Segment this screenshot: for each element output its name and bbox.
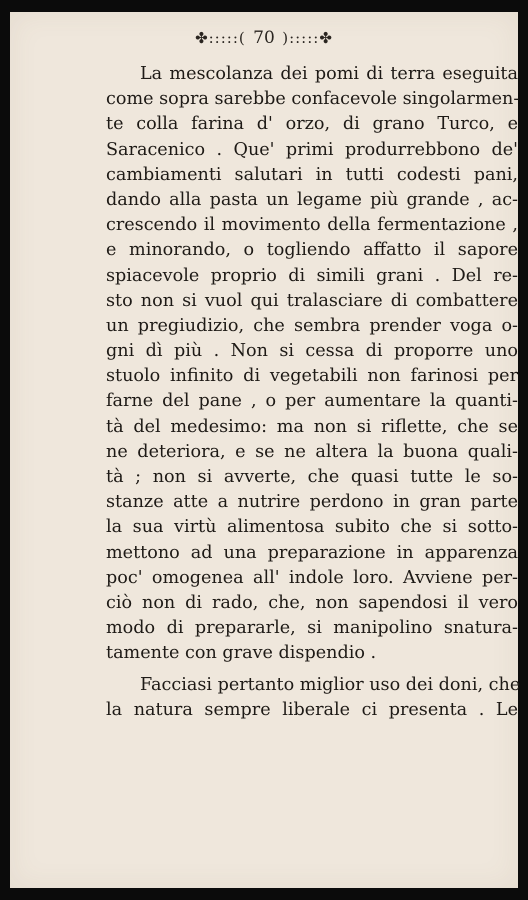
text-line: stanze atte a nutrire perdono in gran parte: [106, 492, 518, 513]
text-line: mettono ad una preparazione in apparenza: [106, 542, 518, 563]
text-line: gni dì più . Non si cessa di proporre uno: [106, 341, 518, 362]
text-line: tà ; non si avverte, che quasi tutte le so-: [106, 467, 518, 487]
text-line: ne deteriora, e se ne altera la buona quali-: [106, 441, 518, 462]
body-text: [106, 62, 521, 723]
text-line: tamente con grave dispendio .: [106, 643, 377, 664]
text-line: poc' omogenea all' indole loro. Avviene per-: [106, 567, 518, 588]
text-line: un pregiudizio, che sembra prender voga o-: [106, 315, 518, 336]
paragraph-1: [106, 62, 518, 667]
text-line: dando alla pasta un legame più grande , ac-: [106, 189, 518, 210]
paragraph-2: [106, 673, 521, 723]
text-line: te colla farina d' orzo, di grano Turco, e: [106, 114, 518, 135]
text-line: e minorando, o togliendo affatto il sapore: [106, 240, 518, 261]
page-header: [10, 28, 518, 48]
text-line: la sua virtù alimentosa subito che si sotto-: [106, 517, 518, 538]
text-line: crescendo il movimento della fermentazione ,: [106, 215, 518, 236]
right-ornament: ):::::✤: [282, 29, 333, 47]
text-line: farne del pane , o per aumentare la quanti-: [106, 391, 518, 412]
text-line: modo di prepararle, si manipolino snatura-: [106, 618, 518, 639]
book-page: [10, 12, 521, 888]
text-line: La mescolanza dei pomi di terra eseguita: [140, 64, 518, 84]
text-line: ciò non di rado, che, non sapendosi il vero: [106, 592, 518, 613]
text-line: Saracenico . Que' primi produrrebbono de': [106, 139, 518, 160]
text-line: Facciasi pertanto miglior uso dei doni, che: [140, 674, 521, 695]
text-line: cambiamenti salutari in tutti codesti pani,: [106, 164, 518, 185]
page-number: 70: [253, 28, 275, 48]
left-ornament: ✤:::::(: [195, 29, 246, 47]
text-line: la natura sempre liberale ci presenta . Le: [106, 699, 518, 720]
text-line: come sopra sarebbe confacevole singolarmen-: [106, 89, 520, 110]
text-line: sto non si vuol qui tralasciare di combattere: [106, 290, 518, 311]
text-line: stuolo infinito di vegetabili non farinosi per: [106, 366, 518, 387]
text-line: tà del medesimo: ma non si riflette, che se: [106, 416, 518, 437]
text-line: spiacevole proprio di simili grani . Del re-: [106, 265, 518, 286]
